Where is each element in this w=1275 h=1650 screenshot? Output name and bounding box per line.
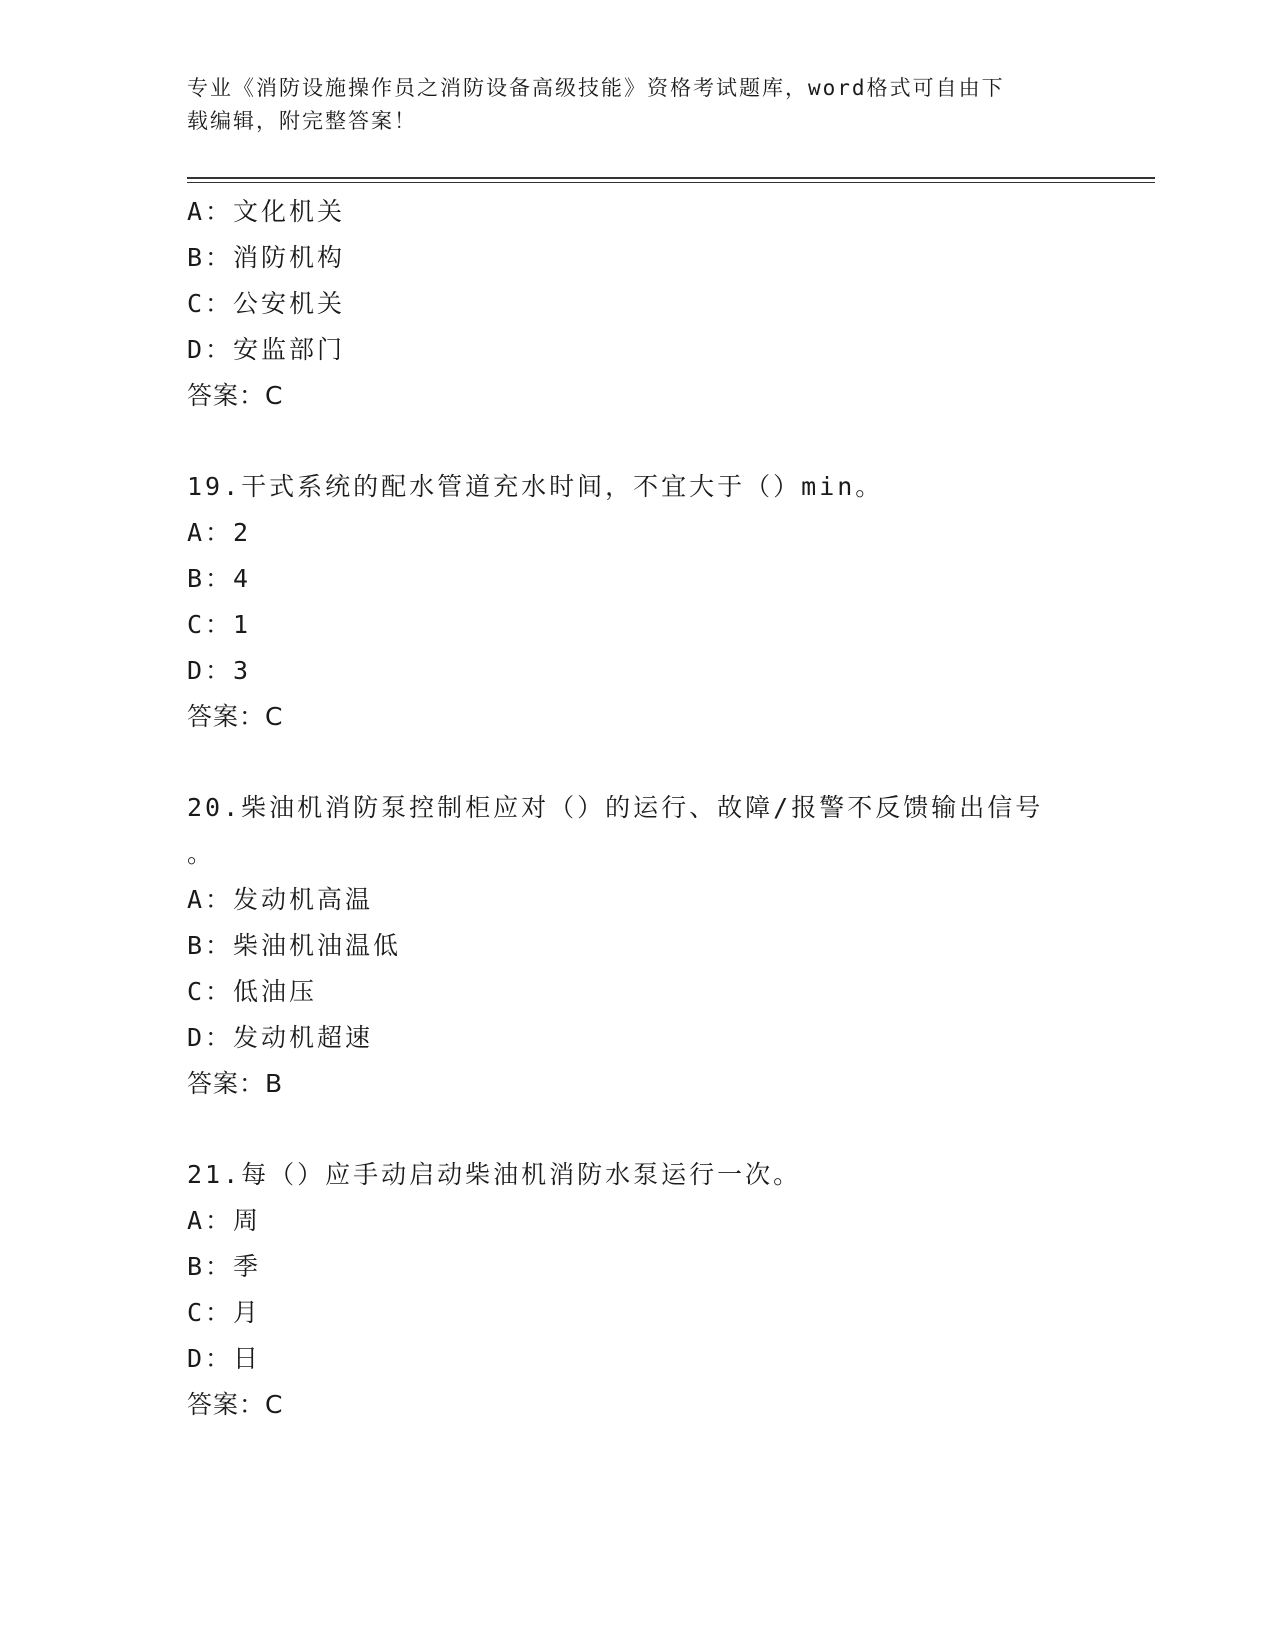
option-d: D：3 [187,656,252,685]
question-block-21 [187,1152,1067,1428]
option-c: C：低油压 [187,977,318,1006]
spacer [187,1107,1067,1152]
question-stem: 20.柴油机消防泵控制柜应对（）的运行、故障/报警不反馈输出信号 [187,793,1044,822]
spacer [187,740,1067,785]
option-c: C：公安机关 [187,289,346,318]
option-b: B：柴油机油温低 [187,931,402,960]
header-line-1: 专业《消防设施操作员之消防设备高级技能》资格考试题库，word格式可自由下 [187,76,1005,100]
question-stem: 19.干式系统的配水管道充水时间，不宜大于（）min。 [187,472,884,501]
option-a: A：周 [187,1206,262,1235]
header-divider-thick [187,177,1155,179]
option-c: C：1 [187,610,252,639]
spacer [187,419,1067,464]
header-line-2: 载编辑，附完整答案！ [187,109,417,133]
option-c: C：月 [187,1298,262,1327]
answer-line: 答案：C [187,702,284,731]
question-block-20 [187,785,1067,1107]
question-block-18 [187,189,1067,419]
question-list [187,189,1067,1428]
question-stem-continuation: 。 [187,839,216,868]
question-block-19 [187,464,1067,740]
option-a: A：文化机关 [187,197,346,226]
option-d: D：发动机超速 [187,1023,374,1052]
option-a: A：2 [187,518,252,547]
header-divider-thin [187,182,1155,183]
option-d: D：安监部门 [187,335,346,364]
option-b: B：季 [187,1252,262,1281]
answer-line: 答案：C [187,381,284,410]
option-b: B：4 [187,564,252,593]
answer-line: 答案：C [187,1390,284,1419]
option-d: D：日 [187,1344,262,1373]
option-b: B：消防机构 [187,243,346,272]
question-stem: 21.每（）应手动启动柴油机消防水泵运行一次。 [187,1160,802,1189]
document-header [187,72,1067,138]
answer-line: 答案：B [187,1069,284,1098]
option-a: A：发动机高温 [187,885,374,914]
